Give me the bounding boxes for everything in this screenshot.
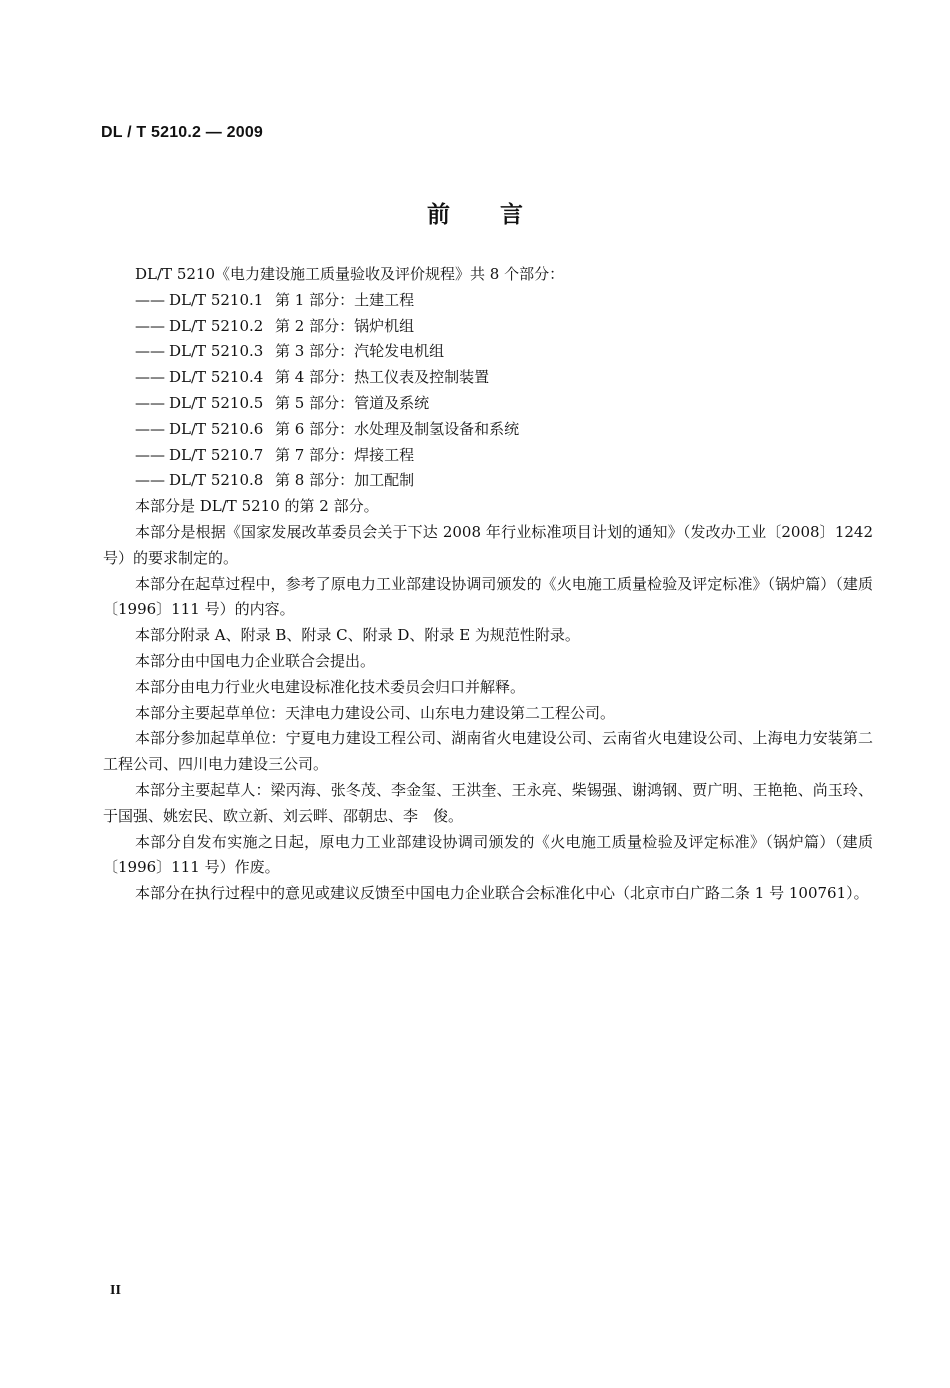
- foreword-body: [103, 262, 873, 907]
- part-list-item: [103, 314, 873, 340]
- part-list-item: [103, 468, 873, 494]
- paragraph-appendices: 本部分附录 A、附录 B、附录 C、附录 D、附录 E 为规范性附录。: [135, 626, 580, 645]
- paragraph-basis: 本部分是根据《国家发展改革委员会关于下达 2008 年行业标准项目计划的通知》（发改办工业〔2008〕1242 号）的要求制定的。: [103, 522, 873, 567]
- title-char-2: 言: [500, 202, 523, 228]
- part-code: DL/T 5210.7: [169, 445, 264, 464]
- list-dash: ——: [135, 316, 165, 335]
- list-dash: ——: [135, 445, 165, 464]
- list-dash: ——: [135, 419, 165, 438]
- part-list-item: [103, 288, 873, 314]
- part-list-item: [103, 391, 873, 417]
- paragraph-reference: 本部分在起草过程中，参考了原电力工业部建设协调司颁发的《火电施工质量检验及评定标准》（锅炉篇）（建质〔1996〕111 号）的内容。: [103, 574, 873, 619]
- part-code: DL/T 5210.3: [169, 342, 264, 361]
- part-list-item: [103, 417, 873, 443]
- list-dash: ——: [135, 342, 165, 361]
- part-list-item: [103, 365, 873, 391]
- part-code: DL/T 5210.4: [169, 368, 264, 387]
- part-label: 第 8 部分：加工配制: [275, 471, 415, 490]
- part-list-item: [103, 339, 873, 365]
- part-code: DL/T 5210.6: [169, 419, 264, 438]
- paragraph-proposer: 本部分由中国电力企业联合会提出。: [135, 651, 376, 670]
- intro-line: DL/T 5210《电力建设施工质量验收及评价规程》共 8 个部分：: [135, 265, 565, 283]
- list-dash: ——: [135, 393, 165, 412]
- part-label: 第 1 部分：土建工程: [275, 290, 415, 309]
- list-dash: ——: [135, 471, 165, 490]
- paragraph-feedback: 本部分在执行过程中的意见或建议反馈至中国电力企业联合会标准化中心（北京市白广路二条 1 号 100761）。: [135, 884, 869, 903]
- title-char-1: 前: [427, 202, 450, 228]
- page-title: [0, 196, 950, 229]
- paragraph-part-statement: 本部分是 DL/T 5210 的第 2 部分。: [135, 497, 379, 516]
- part-label: 第 6 部分：水处理及制氢设备和系统: [275, 419, 520, 438]
- part-code: DL/T 5210.2: [169, 316, 264, 335]
- part-label: 第 2 部分：锅炉机组: [275, 316, 415, 335]
- part-label: 第 7 部分：焊接工程: [275, 445, 415, 464]
- part-code: DL/T 5210.5: [169, 393, 264, 412]
- part-label: 第 4 部分：热工仪表及控制装置: [275, 368, 490, 387]
- part-label: 第 3 部分：汽轮发电机组: [275, 342, 445, 361]
- list-dash: ——: [135, 290, 165, 309]
- part-list-item: [103, 443, 873, 469]
- paragraph-interpretation: 本部分由电力行业火电建设标准化技术委员会归口并解释。: [135, 677, 526, 696]
- part-code: DL/T 5210.1: [169, 290, 264, 309]
- paragraph-main-drafters: 本部分主要起草单位：天津电力建设公司、山东电力建设第二工程公司。: [135, 703, 616, 722]
- page-number: II: [110, 1283, 121, 1298]
- document-code-header: DL / T 5210.2 — 2009: [101, 124, 264, 141]
- paragraph-drafting-persons: 本部分主要起草人：梁丙海、张冬茂、李金玺、王洪奎、王永亮、柴锡强、谢鸿钢、贾广明、王艳艳、尚玉玲、于国强、姚宏民、欧立新、刘云畔、邵朝忠、李 俊。: [103, 780, 873, 825]
- paragraph-supersedes: 本部分自发布实施之日起，原电力工业部建设协调司颁发的《火电施工质量检验及评定标准》（锅炉篇）（建质〔1996〕111 号）作废。: [103, 832, 873, 877]
- part-code: DL/T 5210.8: [169, 471, 264, 490]
- part-label: 第 5 部分：管道及系统: [275, 393, 430, 412]
- paragraph-participating-drafters: 本部分参加起草单位：宁夏电力建设工程公司、湖南省火电建设公司、云南省火电建设公司、上海电力安装第二工程公司、四川电力建设三公司。: [103, 729, 873, 774]
- list-dash: ——: [135, 368, 165, 387]
